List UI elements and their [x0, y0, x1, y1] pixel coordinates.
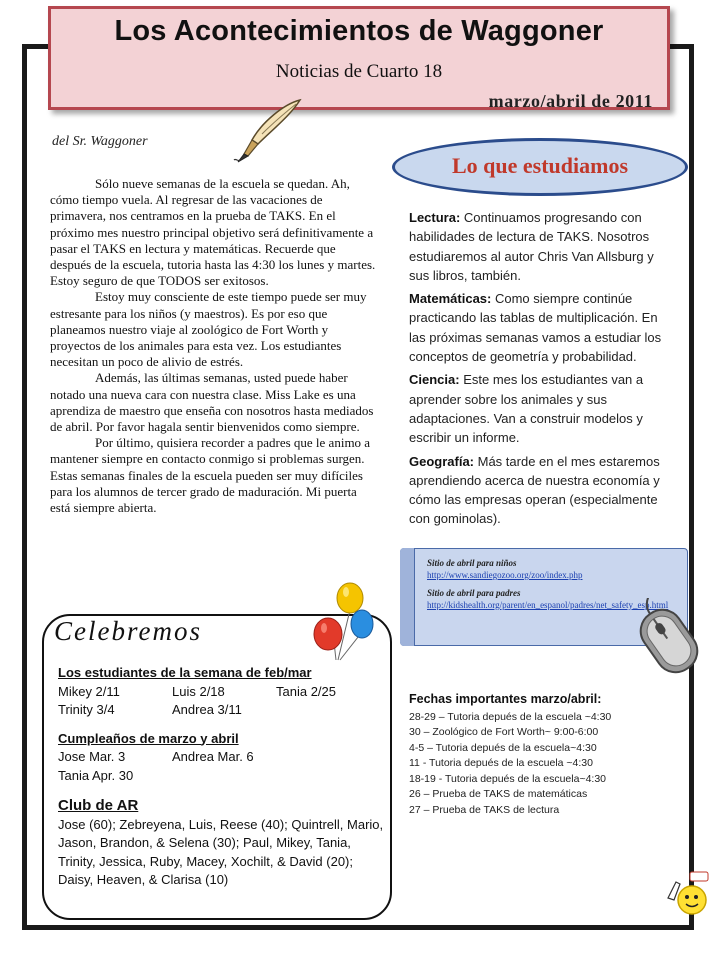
- date-item: 4-5 – Tutoria depués de la escuela~4:30: [409, 741, 597, 754]
- date-item: 18-19 - Tutoria depués de la escuela~4:30: [409, 772, 607, 785]
- study-item-ciencia: [409, 370, 677, 447]
- student-entry: Trinity 3/4: [58, 702, 115, 717]
- parents-link[interactable]: http://kidshealth.org/parent/en_espanol/padres/net_safety_esp.html: [427, 600, 669, 610]
- study-item-geografia: [409, 452, 677, 529]
- students-week-row: [58, 701, 388, 720]
- celebrate-content: [58, 664, 388, 890]
- study-text: Como siempre continúe practicando las tablas de multiplicación. En las próximas semanas vamos a estudiar los conceptos de geometría y probabilidad.: [409, 291, 662, 365]
- ar-club-list: Jose (60); Zebreyena, Luis, Reese (40); Quintrell, Mario, Jason, Brandon, & Selena (30); Paul, Mikey, Tania, Trinity, Jessica, Ruby, Macey, Xochilt, & David (20); Daisy, Heaven, & Clarisa (10): [58, 816, 384, 887]
- scroll-curl: [400, 548, 415, 646]
- study-text: Este mes los estudiantes van a aprender sobre los animales y sus adaptaciones. Van a construir modelos y escribir un informe.: [409, 372, 644, 446]
- newsletter-subtitle: Noticias de Cuarto 18: [275, 61, 443, 82]
- birthday-row: [58, 767, 388, 786]
- byline: del Sr. Waggoner: [52, 134, 148, 149]
- date-item: 30 – Zoológico de Fort Worth~ 9:00-6:00: [409, 726, 599, 738]
- kids-link[interactable]: http://www.sandiegozoo.org/zoo/index.php: [427, 570, 583, 580]
- celebrate-title: Celebremos: [54, 616, 202, 646]
- study-label: Matemáticas:: [409, 291, 492, 307]
- balloons-icon: [306, 582, 378, 662]
- study-item-lectura: [409, 208, 677, 285]
- student-entry: Tania 2/25: [276, 683, 336, 699]
- student-entry: Andrea 3/11: [172, 702, 242, 717]
- issue-date: marzo/abril de 2011: [488, 91, 653, 111]
- ar-club-heading: Club de AR: [58, 797, 139, 814]
- computer-mouse-icon: [628, 598, 710, 684]
- study-text: Más tarde en el mes estaremos aprendiendo acerca de nuestra economía y cómo las empresas operan (especialmente con gominolas).: [409, 453, 660, 527]
- letter-paragraph: Estoy muy consciente de este tiempo puede ser muy estresante para los niños (y maestros). Es por eso que planeamos nuestro viaje al zoológico de Fort Worth y proyectos de los animales para esta vez. Los estudiantes necesitan un poco de alivio de estrés.: [50, 289, 367, 370]
- date-item: 27 – Prueba de TAKS de lectura: [409, 803, 560, 816]
- date-item: 28-29 – Tutoria depués de la escuela ~4:30: [409, 710, 612, 723]
- parents-link-label: Sitio de abril para padres: [427, 588, 521, 598]
- birthday-entry: Tania Apr. 30: [58, 767, 134, 783]
- letter-paragraph: Además, las últimas semanas, usted puede haber notado una nueva cara con nuestra clase. Miss Lake es una aprendiza de maestro que enseña con nosotros hasta mediados de abril. Por favor hagala sentir bienvenidos como siempre.: [50, 370, 374, 435]
- study-label: Ciencia:: [409, 372, 460, 388]
- dates-heading: Fechas importantes marzo/abril:: [409, 692, 602, 706]
- students-week-row: [58, 683, 388, 702]
- kids-link-label: Sitio de abril para niños: [427, 558, 517, 568]
- letter-paragraph: Por último, quisiera recorder a padres que le animo a mantener siempre en contacto conmigo si problemas surgen. Estas semanas finales de la escuela pueden ser muy difíciles para los alumnos de tercer grado de maduración. Mi puerta está siempre abierta.: [50, 435, 371, 516]
- newsletter-header: [48, 6, 670, 110]
- study-text: Continuamos progresando con habilidades de lectura de TAKS. Nosotros estudiaremos al autor Chris Van Allsburg y sus libros, también.: [409, 210, 654, 283]
- teacher-letter: [50, 176, 376, 516]
- study-heading-oval: [392, 138, 688, 196]
- newsletter-title: Los Acontecimientos de Waggoner: [114, 15, 604, 47]
- birthday-entry: Andrea Mar. 6: [172, 749, 254, 764]
- birthday-entry: Jose Mar. 3: [58, 749, 126, 764]
- study-label: Lectura:: [409, 210, 461, 225]
- study-heading: Lo que estudiamos: [451, 153, 629, 178]
- smiley-icon: [662, 868, 710, 916]
- letter-paragraph: Sólo nueve semanas de la escuela se quedan. Ah, cómo tiempo vuela. Al regresar de las vacaciones de primavera, nos centramos en la prueba de TAKS. En el próximo mes nuestro principal objetivo será definitivamente a pasar el TAKS en lectura y matemáticas. Recuerde que después de la escuela, tutoria hasta las 4:30 los lunes y martes. Estoy seguro de que TODOS ser exitosos.: [50, 176, 376, 289]
- study-section: [409, 208, 677, 533]
- date-item: 26 – Prueba de TAKS de matemáticas: [409, 788, 588, 800]
- date-item: 11 - Tutoria depués de la escuela ~4:30: [409, 757, 593, 769]
- study-item-matematicas: [409, 289, 677, 366]
- student-entry: Mikey 2/11: [58, 683, 120, 699]
- student-entry: Luis 2/18: [172, 683, 225, 699]
- birthday-row: [58, 748, 388, 767]
- quill-pen-icon: [232, 96, 304, 166]
- study-label: Geografía:: [409, 453, 475, 469]
- birthdays-heading: Cumpleaños de marzo y abril: [58, 730, 239, 746]
- important-dates: [409, 692, 679, 818]
- students-week-heading: Los estudiantes de la semana de feb/mar: [58, 665, 312, 680]
